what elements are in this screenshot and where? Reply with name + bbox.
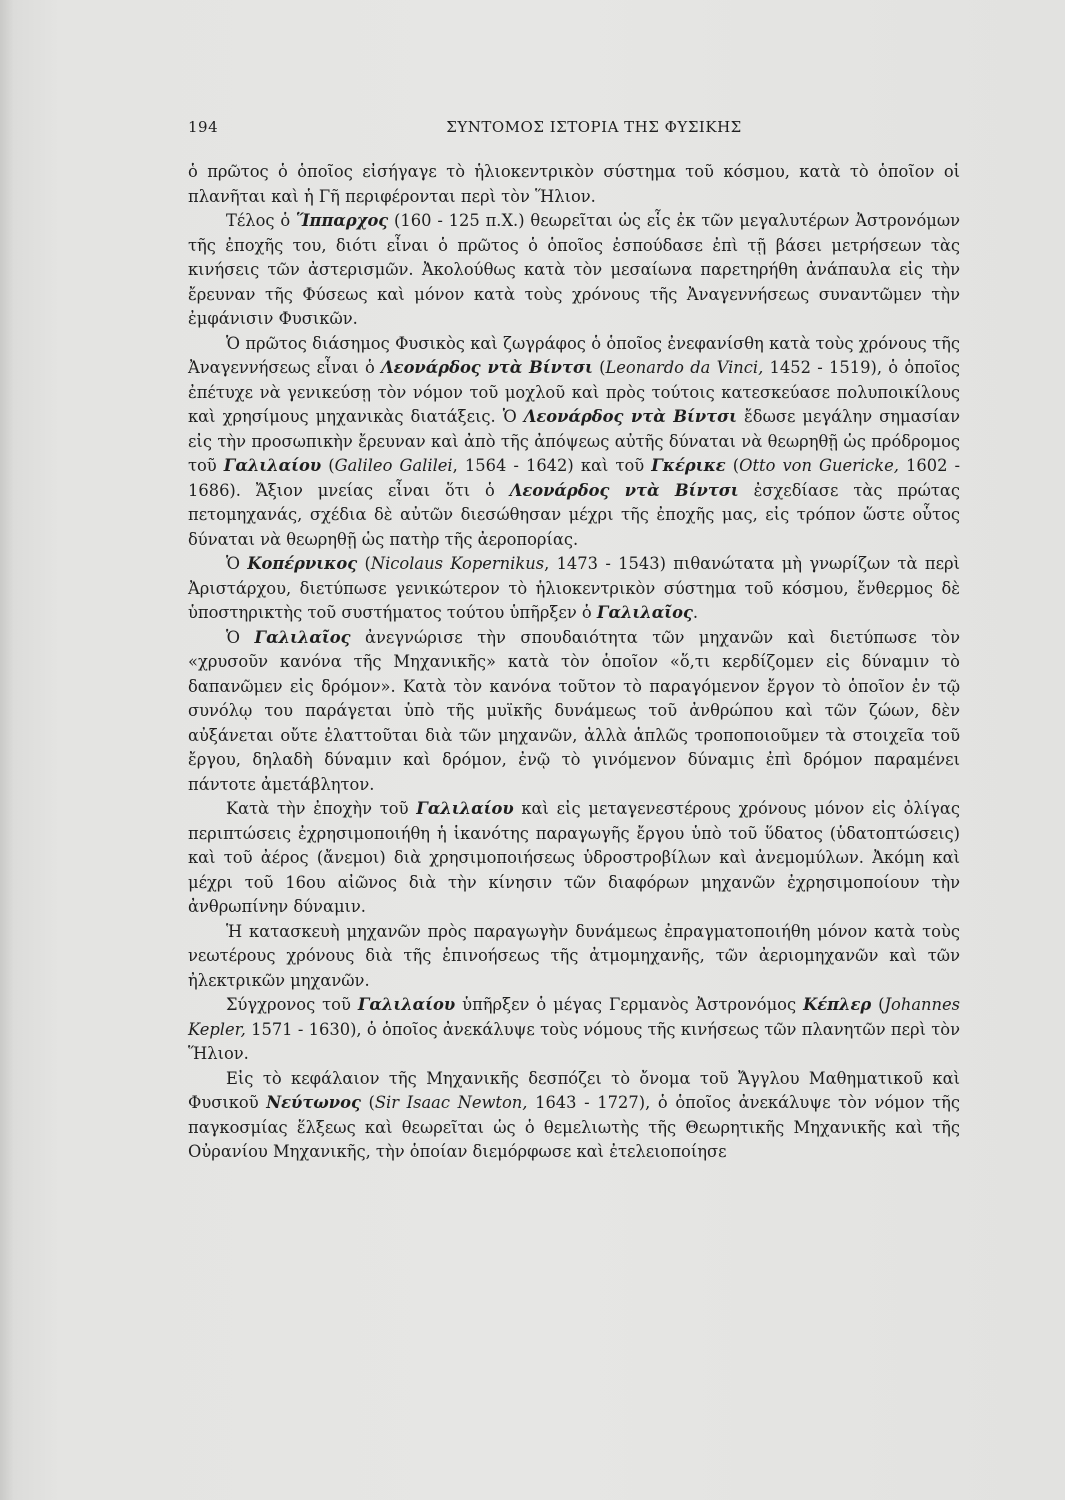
latin-name: Johannes Kepler, xyxy=(188,995,960,1039)
person-name: Γκέρικε xyxy=(651,456,726,475)
latin-name: Nicolaus Kopernikus xyxy=(370,554,545,573)
person-name: Γαλιλαῖος xyxy=(254,627,351,647)
paragraph: Ὁ Κοπέρνικος (Nicolaus Kopernikus, 1473 - 1543) πιθανώτατα μὴ γνωρίζων τὰ περὶ Ἀριστάρχου, διετύπωσε γενικώτερον τὸ ἡλιοκεντρικὸν σύστημα τοῦ κόσμου, ἔνθερμος δὲ ὑποστηρικτὴς τοῦ συστήματος τούτου ὑπῆρξεν ὁ Γαλιλαῖος. xyxy=(188,554,960,622)
latin-name: Galileo Galilei xyxy=(334,456,453,475)
paragraph: Εἰς τὸ κεφάλαιον τῆς Μηχανικῆς δεσπόζει τὸ ὄνομα τοῦ Ἄγγλου Μαθηματικοῦ καὶ Φυσικοῦ Νεύτωνος (Sir Isaac Newton, 1643 - 1727), ὁ ὁποῖος ἀνεκάλυψε τὸν νόμον τῆς παγκοσμίας ἕλξεως καὶ θεωρεῖται ὡς ὁ θεμελιωτὴς τῆς Θεωρητικῆς Μηχανικῆς καὶ τῆς Οὐρανίου Μηχανικῆς, τὴν ὁποίαν διεμόρφωσε καὶ ἐτελειοποίησε xyxy=(188,1068,961,1161)
paragraph: Σύγχρονος τοῦ Γαλιλαίου ὑπῆρξεν ὁ μέγας Γερμανὸς Ἀστρονόμος Κέπλερ (Johannes Kepler, 1571 - 1630), ὁ ὁποῖος ἀνεκάλυψε τοὺς νόμους τῆς κινήσεως τῶν πλανητῶν περὶ τὸν Ἥλιον. xyxy=(188,995,960,1063)
page-header xyxy=(188,118,960,138)
person-name: Κοπέρνικος xyxy=(247,554,358,573)
paragraph: Ἡ κατασκευὴ μηχανῶν πρὸς παραγωγὴν δυνάμεως ἐπραγματοποιήθη μόνον κατὰ τοὺς νεωτέρους χρόνους διὰ τῆς ἐπινοήσεως τῆς ἀτμομηχανῆς, τῶν ἀεριομηχανῶν καὶ τῶν ἠλεκτρικῶν μηχανῶν. xyxy=(188,921,960,990)
latin-name: Leonardo da Vinci, xyxy=(605,358,764,377)
person-name: Γαλιλαίου xyxy=(223,456,322,475)
paragraph: ὁ πρῶτος ὁ ὁποῖος εἰσήγαγε τὸ ἡλιοκεντρικὸν σύστημα τοῦ κόσμου, κατὰ τὸ ὁποῖον οἱ πλανῆται καὶ ἡ Γῆ περιφέρονται περὶ τὸν Ἥλιον. xyxy=(188,162,960,206)
body-text xyxy=(188,160,960,1165)
paragraph: Κατὰ τὴν ἐποχὴν τοῦ Γαλιλαίου καὶ εἰς μεταγενεστέρους χρόνους μόνον εἰς ὀλίγας περιπτώσεις ἐχρησιμοποιήθη ἡ ἱκανότης παραγωγῆς ἔργου ὑπὸ τοῦ ὕδατος (ὑδατοπτώσεις) καὶ τοῦ ἀέρος (ἄνεμοι) διὰ χρησιμοποιήσεως ὑδροστροβίλων καὶ ἀνεμομύλων. Ἀκόμη καὶ μέχρι τοῦ 16ου αἰῶνος διὰ τὴν κίνησιν τῶν διαφόρων μηχανῶν ἐχρησιμοποίουν τὴν ἀνθρωπίνην δύναμιν. xyxy=(188,799,961,916)
person-name: Λεονάρδος ντὰ Βίντσι xyxy=(523,407,738,426)
person-name: Λεονάρδος ντὰ Βίντσι xyxy=(509,480,739,500)
person-name: Λεονάρδος ντὰ Βίντσι xyxy=(381,358,593,377)
paragraph: Ὁ πρῶτος διάσημος Φυσικὸς καὶ ζωγράφος ὁ ὁποῖος ἐνεφανίσθη κατὰ τοὺς χρόνους τῆς Ἀναγεννήσεως εἶναι ὁ Λεονάρδος ντὰ Βίντσι (Leonardo da Vinci, 1452 - 1519), ὁ ὁποῖος ἐπέτυχε νὰ γενικεύσῃ τὸν νόμον τοῦ μοχλοῦ καὶ πρὸς τούτοις κατεσκεύασε πολυποικίλους καὶ χρησίμους μηχανικὰς διατάξεις. Ὁ Λεονάρδος ντὰ Βίντσι ἔδωσε μεγάλην σημασίαν εἰς τὴν προσωπικὴν ἔρευναν καὶ ἀπὸ τῆς ἀπόψεως αὐτῆς δύναται νὰ θεωρηθῇ ὡς πρόδρομος τοῦ Γαλιλαίου (Galileo Galilei, 1564 - 1642) καὶ τοῦ Γκέρικε (Otto von Guericke, 1602 - 1686). Ἄξιον μνείας εἶναι ὅτι ὁ Λεονάρδος ντὰ Βίντσι ἐσχεδίασε τὰς πρώτας πετομηχανάς, σχέδια δὲ αὐτῶν διεσώθησαν μέχρι τῆς ἐποχῆς μας, εἰς τρόπον ὥστε οὗτος δύναται νὰ θεωρηθῇ ὡς πατὴρ τῆς ἀεροπορίας. xyxy=(188,333,961,549)
person-name: Κέπλερ xyxy=(803,995,872,1014)
person-name: Γαλιλαῖος xyxy=(596,603,693,622)
latin-name: Otto von Guericke, xyxy=(739,456,899,475)
person-name: Νεύτωνος xyxy=(266,1093,361,1112)
running-title: ΣΥΝΤΟΜΟΣ ΙΣΤΟΡΙΑ ΤΗΣ ΦΥΣΙΚΗΣ xyxy=(446,118,742,136)
page-number: 194 xyxy=(188,118,219,136)
person-name: Ἵππαρχος xyxy=(296,211,389,230)
person-name: Γαλιλαίου xyxy=(416,799,514,818)
paragraph: Ὁ Γαλιλαῖος ἀνεγνώρισε τὴν σπουδαιότητα τῶν μηχανῶν καὶ διετύπωσε τὸν «χρυσοῦν κανόνα τῆς Μηχανικῆς» κατὰ τὸν ὁποῖον «ὅ,τι κερδίζομεν εἰς δύναμιν τὸ δαπανῶμεν εἰς δρόμον». Κατὰ τὸν κανόνα τοῦτον τὸ παραγόμενον ἔργον τὸ ὁποῖον ἐν τῷ συνόλῳ του παράγεται ὑπὸ τῆς μυϊκῆς δυνάμεως τοῦ ἀνθρώπου καὶ τῶν ζώων, δὲν αὐξάνεται οὔτε ἐλαττοῦται διὰ τῶν μηχανῶν, ἀλλὰ ἁπλῶς τροποποιοῦμεν τὰ στοιχεῖα τοῦ ἔργου, δηλαδὴ δύναμιν καὶ δρόμον, ἐνῷ τὸ γινόμενον δύναμις ἐπὶ δρόμον παραμένει πάντοτε ἀμετάβλητον. xyxy=(188,627,960,794)
person-name: Γαλιλαίου xyxy=(357,995,456,1014)
paragraph: Τέλος ὁ Ἵππαρχος (160 - 125 π.Χ.) θεωρεῖται ὡς εἷς ἐκ τῶν μεγαλυτέρων Ἀστρονόμων τῆς ἐποχῆς του, διότι εἶναι ὁ πρῶτος ὁ ὁποῖος ἐσπούδασε ἐπὶ τῇ βάσει μετρήσεων τὰς κινήσεις τῶν ἀστερισμῶν. Ἀκολούθως κατὰ τὸν μεσαίωνα παρετηρήθη ἀνάπαυλα εἰς τὴν ἔρευναν τῆς Φύσεως καὶ μόνον κατὰ τοὺς χρόνους τῆς Ἀναγεννήσεως συναντῶμεν τὴν ἐμφάνισιν Φυσικῶν. xyxy=(188,211,960,328)
latin-name: Sir Isaac Newton, xyxy=(374,1093,528,1112)
